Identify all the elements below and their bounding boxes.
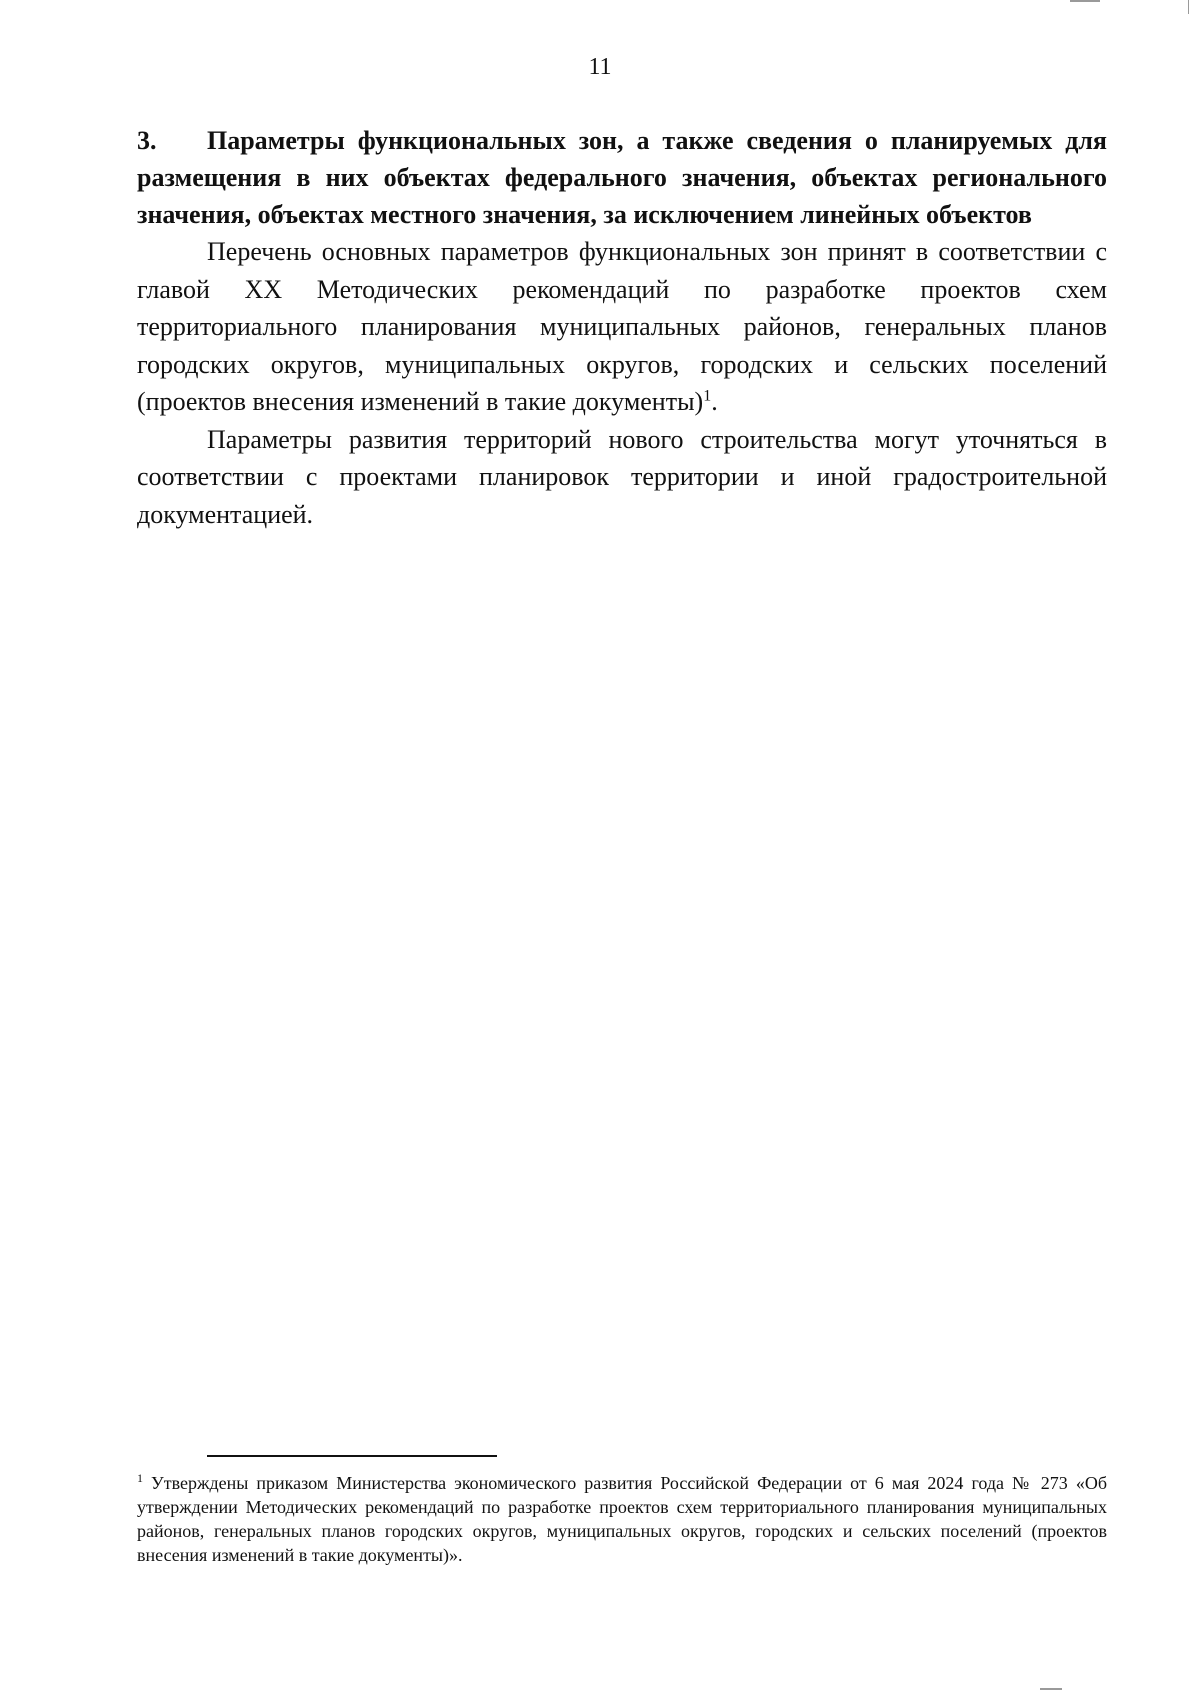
footnote (137, 1471, 1107, 1567)
footnote-reference[interactable]: 1 (703, 387, 712, 405)
section-heading (137, 122, 1107, 233)
paragraph-1-text: Перечень основных параметров функциональных зон принят в соответствии с главой XX Методических рекомендаций по разработке проектов схем территориального планирования муниципальных районов, генеральных планов городских округов, муниципальных округов, городских и сельских поселений (проектов внесения изменений в такие документы) (137, 237, 1107, 416)
footnote-text: Утверждены приказом Министерства экономического развития Российской Федерации от 6 мая 2024 года № 273 «Об утверждении Методических рекомендаций по разработке проектов схем территориального планирования муниципальных районов, генеральных планов городских округов, муниципальных округов, городских и сельских поселений (проектов внесения изменений в такие документы)». (137, 1473, 1108, 1565)
paragraph-1-tail: . (711, 387, 718, 416)
section-number: 3. (137, 126, 157, 155)
paragraph-2: Параметры развития территорий нового строительства могут уточняться в соответствии с проектами планировок территории и иной градостроительной документацией. (137, 424, 1107, 529)
footnote-separator (207, 1455, 497, 1457)
document-body (137, 122, 1107, 533)
page-number: 11 (588, 54, 612, 80)
scan-artifact-top-right (1070, 0, 1100, 2)
scan-artifact-bottom-right (1040, 1688, 1062, 1690)
section-title: Параметры функциональных зон, а также сведения о планируемых для размещения в них объектах федерального значения, объектах регионального значения, объектах местного значения, за исключением линейных объектов (137, 126, 1107, 229)
footnote-marker: 1 (137, 1471, 143, 1485)
paragraph-1 (137, 233, 1107, 421)
scan-artifact-edge-right (1188, 0, 1189, 14)
